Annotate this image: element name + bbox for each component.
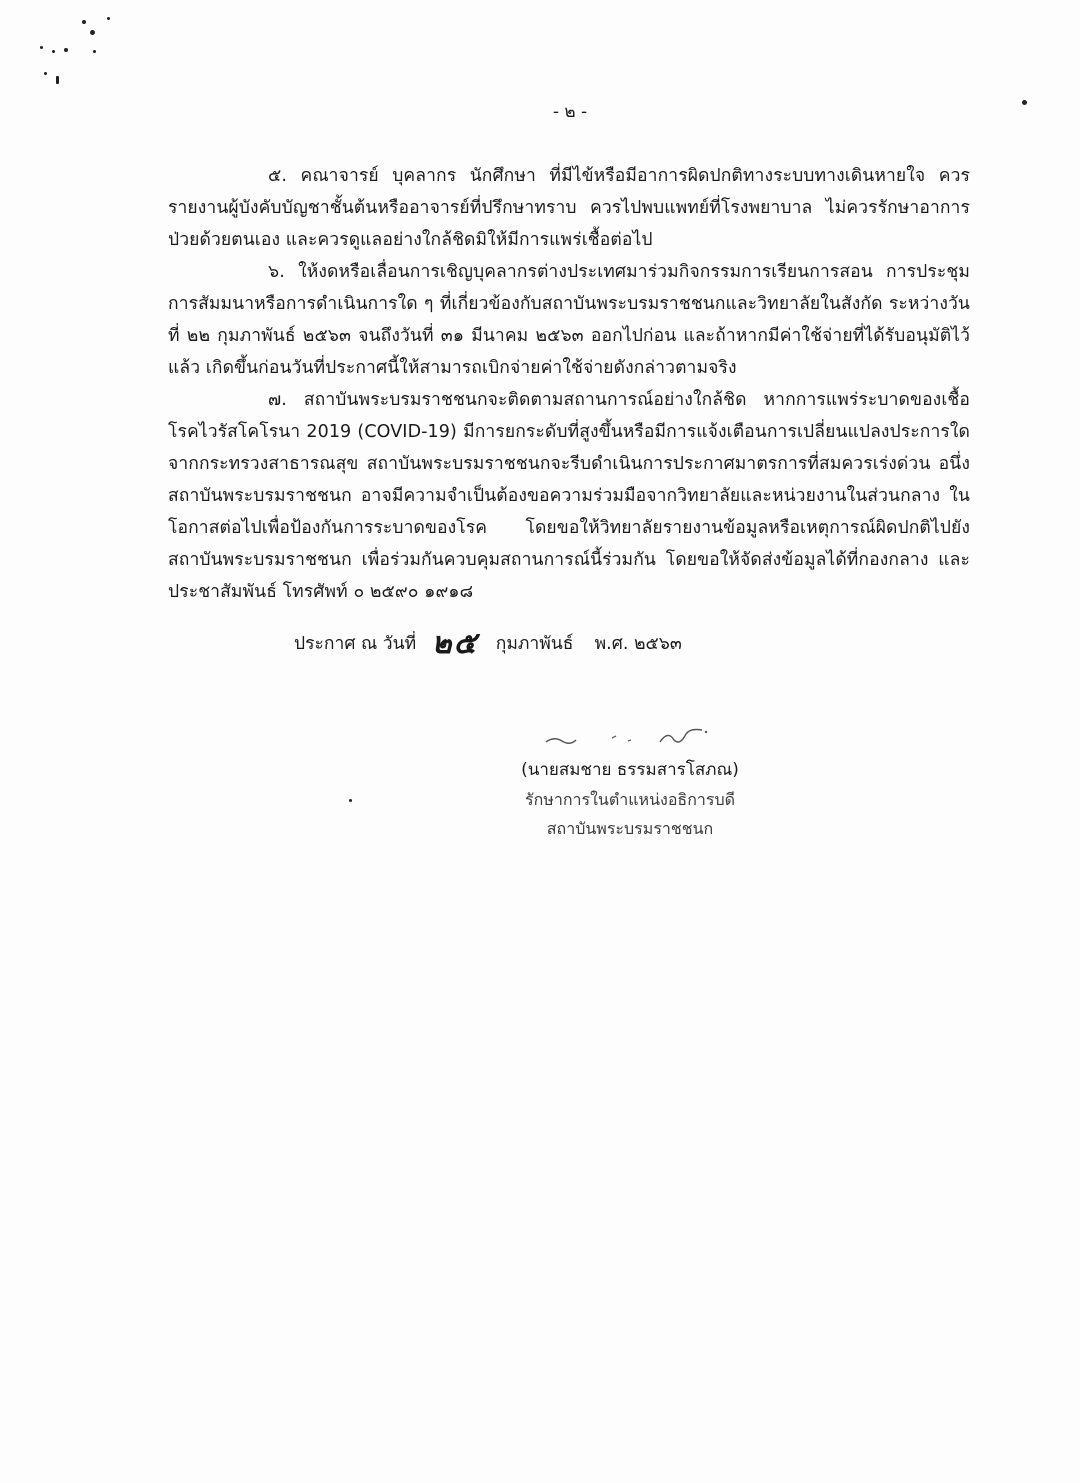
announcement-year: ๒๕๖๓ [633, 634, 682, 654]
announcement-era: พ.ศ. [594, 634, 629, 654]
announcement-date [294, 628, 682, 660]
announcement-month: กุมภาพันธ์ [495, 634, 574, 654]
signatory-name: (นายสมชาย ธรรมสารโสภณ) [521, 760, 739, 780]
document-body [168, 160, 970, 608]
paragraph-item-5: ๕. คณาจารย์ บุคลากร นักศึกษา ที่มีไข้หรือมีอาการผิดปกติทางระบบทางเดินหายใจ ควรรายงานผู้บังคับบัญชาชั้นต้นหรืออาจารย์ที่ปรึกษาทราบ ควรไปพบแพทย์ที่โรงพยาบาล ไม่ควรรักษาอาการป่วยด้วยตนเอง และควรดูแลอย่างใกล้ชิดมิให้มีการแพร่เชื้อต่อไป [168, 166, 970, 250]
signatory-organization: สถาบันพระบรมราชชนก [546, 819, 714, 838]
signature-icon [540, 722, 720, 752]
paragraph-item-7: ๗. สถาบันพระบรมราชชนกจะติดตามสถานการณ์อย่างใกล้ชิด หากการแพร่ระบาดของเชื้อโรคไวรัสโคโรนา 2019 (COVID-19) มีการยกระดับที่สูงขึ้นหรือมีการแจ้งเตือนการเปลี่ยนแปลงประการใด จากกระทรวงสาธารณสุข สถาบันพระบรมราชชนกจะรีบดำเนินการประกาศมาตรการที่สมควรเร่งด่วน อนึ่ง สถาบันพระบรมราชชนก อาจมีความจำเป็นต้องขอความร่วมมือจากวิทยาลัยและหน่วยงานในส่วนกลาง ในโอกาสต่อไปเพื่อป้องกันการระบาดของโรค โดยขอให้วิทยาลัยรายงานข้อมูลหรือเหตุการณ์ผิดปกติไปยัง สถาบันพระบรมราชชนก เพื่อร่วมกันควบคุมสถานการณ์นี้ร่วมกัน โดยขอให้จัดส่งข้อมูลได้ที่กองกลาง และประชาสัมพันธ์ โทรศัพท์ ๐ ๒๕๙๐ ๑๙๑๘ [168, 390, 970, 602]
paragraph-item-6: ๖. ให้งดหรือเลื่อนการเชิญบุคลากรต่างประเทศมาร่วมกิจกรรมการเรียนการสอน การประชุม การสัมมนาหรือการดำเนินการใด ๆ ที่เกี่ยวข้องกับสถาบันพระบรมราชชนกและวิทยาลัยในสังกัด ระหว่างวันที่ ๒๒ กุมภาพันธ์ ๒๕๖๓ จนถึงวันที่ ๓๑ มีนาคม ๒๕๖๓ ออกไปก่อน และถ้าหากมีค่าใช้จ่ายที่ได้รับอนุมัติไว้แล้ว เกิดขึ้นก่อนวันที่ประกาศนี้ให้สามารถเบิกจ่ายค่าใช้จ่ายดังกล่าวตามจริง [168, 262, 970, 378]
page-number: - ๒ - [552, 102, 588, 122]
signatory-block [480, 756, 780, 843]
announcement-prefix: ประกาศ ณ วันที่ [294, 634, 417, 654]
handwritten-day: ๒๕ [431, 626, 479, 661]
signatory-position: รักษาการในตำแหน่งอธิการบดี [525, 790, 735, 809]
